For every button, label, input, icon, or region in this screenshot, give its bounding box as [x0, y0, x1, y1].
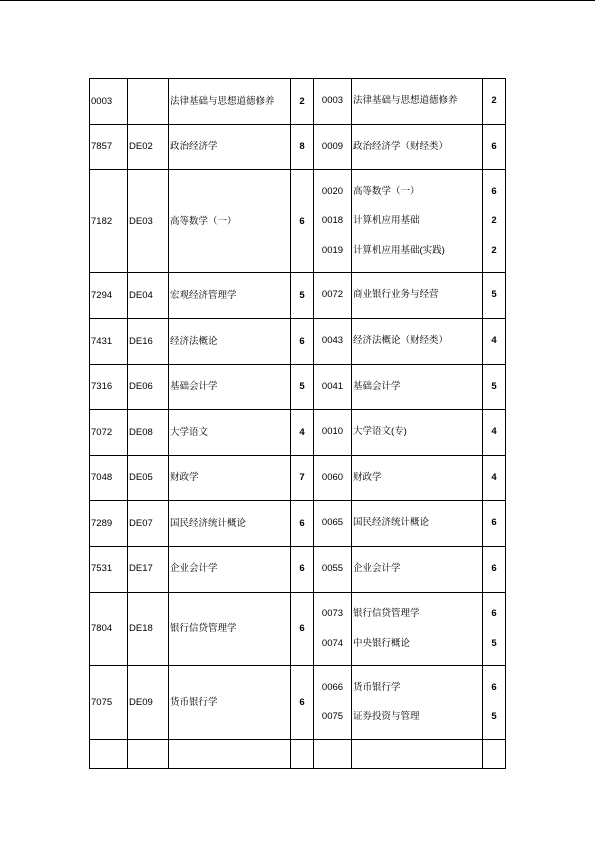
sub-course-code: 0060: [321, 471, 344, 483]
course-credit: 8: [291, 124, 314, 170]
course-name: [169, 739, 291, 768]
sub-code-cell: [314, 546, 352, 592]
course-code: 7804: [90, 592, 128, 666]
top-rule: [0, 0, 595, 1]
sub-course-name: 货币银行学: [353, 681, 401, 693]
sub-code-cell: [314, 318, 352, 364]
course-name: 银行信贷管理学: [169, 592, 291, 666]
sub-course-credit: 4: [491, 334, 497, 346]
de-code: [128, 79, 169, 125]
sub-course-code: 0055: [321, 562, 344, 574]
course-code: 7857: [90, 124, 128, 170]
sub-course-name: 中央银行概论: [353, 637, 411, 649]
table-row: [90, 455, 506, 501]
sub-code-cell: [314, 170, 352, 273]
sub-name-cell: [352, 546, 483, 592]
sub-course-code: 0073: [321, 608, 344, 620]
de-code: DE16: [128, 318, 169, 364]
sub-course-name: 基础会计学: [353, 380, 401, 392]
table-row: [90, 364, 506, 410]
sub-course-code: 0020: [321, 185, 344, 197]
sub-name-cell: [352, 666, 483, 740]
sub-code-cell: [314, 739, 352, 768]
table-row: [90, 592, 506, 666]
de-code: DE04: [128, 273, 169, 319]
course-name: 大学语文: [169, 410, 291, 456]
course-name: 法律基础与思想道德修养: [169, 79, 291, 125]
course-name: 企业会计学: [169, 546, 291, 592]
sub-course-credit: 4: [491, 426, 497, 438]
course-credit: 5: [291, 364, 314, 410]
sub-course-name: 大学语文(专): [353, 426, 407, 438]
sub-code-cell: [314, 124, 352, 170]
sub-course-code: 0072: [321, 289, 344, 301]
course-code: 7048: [90, 455, 128, 501]
sub-code-cell: [314, 592, 352, 666]
sub-credit-cell: [483, 318, 506, 364]
sub-course-credit: 2: [491, 95, 497, 106]
course-name: 货币银行学: [169, 666, 291, 740]
sub-course-credit: 5: [491, 289, 497, 301]
sub-course-name: 商业银行业务与经营: [353, 289, 439, 301]
course-credit: 5: [291, 273, 314, 319]
sub-course-credit: 2: [491, 215, 497, 227]
de-code: DE18: [128, 592, 169, 666]
de-code: DE06: [128, 364, 169, 410]
sub-course-code: 0010: [321, 426, 344, 438]
sub-name-cell: [352, 364, 483, 410]
sub-course-code: 0018: [321, 215, 344, 227]
sub-course-code: 0003: [321, 95, 344, 106]
table-row: [90, 410, 506, 456]
course-code: 0003: [90, 79, 128, 125]
sub-course-code: 0066: [321, 681, 344, 693]
course-credit: [291, 739, 314, 768]
sub-course-credit: 6: [491, 681, 497, 693]
course-name: 高等数学（一）: [169, 170, 291, 273]
course-code: 7531: [90, 546, 128, 592]
course-credit: 6: [291, 546, 314, 592]
sub-code-cell: [314, 501, 352, 547]
sub-name-cell: [352, 410, 483, 456]
course-code: 7072: [90, 410, 128, 456]
sub-course-credit: 6: [491, 140, 497, 152]
sub-name-cell: [352, 455, 483, 501]
sub-name-cell: [352, 124, 483, 170]
sub-course-credit: 5: [491, 380, 497, 392]
de-code: DE09: [128, 666, 169, 740]
sub-course-credit: 6: [491, 608, 497, 620]
sub-course-credit: 6: [491, 185, 497, 197]
table-row: [90, 124, 506, 170]
course-code: [90, 739, 128, 768]
course-credit: 6: [291, 592, 314, 666]
sub-name-cell: [352, 170, 483, 273]
table-row: [90, 666, 506, 740]
sub-credit-cell: [483, 124, 506, 170]
course-credit: 6: [291, 666, 314, 740]
sub-name-cell: [352, 318, 483, 364]
sub-course-name: 政治经济学（财经类）: [353, 140, 449, 152]
course-credit: 7: [291, 455, 314, 501]
course-name: 基础会计学: [169, 364, 291, 410]
de-code: DE17: [128, 546, 169, 592]
sub-credit-cell: [483, 739, 506, 768]
table-row: [90, 318, 506, 364]
sub-code-cell: [314, 273, 352, 319]
sub-course-name: 企业会计学: [353, 562, 401, 574]
sub-credit-cell: [483, 273, 506, 319]
course-credit: 6: [291, 318, 314, 364]
table-row: [90, 739, 506, 768]
course-code: 7316: [90, 364, 128, 410]
table-row: [90, 273, 506, 319]
sub-course-code: 0041: [321, 380, 344, 392]
sub-course-credit: 6: [491, 562, 497, 574]
sub-credit-cell: [483, 79, 506, 125]
sub-name-cell: [352, 739, 483, 768]
sub-course-name: 国民经济统计概论: [353, 517, 430, 529]
course-code: 7075: [90, 666, 128, 740]
sub-course-name: 经济法概论（财经类）: [353, 334, 449, 346]
sub-course-code: 0074: [321, 637, 344, 649]
sub-credit-cell: [483, 455, 506, 501]
sub-code-cell: [314, 666, 352, 740]
course-credit: 4: [291, 410, 314, 456]
course-name: 国民经济统计概论: [169, 501, 291, 547]
sub-course-code: 0019: [321, 245, 344, 257]
sub-code-cell: [314, 455, 352, 501]
sub-course-name: 计算机应用基础: [353, 215, 420, 227]
course-name: 政治经济学: [169, 124, 291, 170]
sub-course-code: 0075: [321, 711, 344, 723]
sub-name-cell: [352, 501, 483, 547]
de-code: [128, 739, 169, 768]
sub-credit-cell: [483, 546, 506, 592]
course-code: 7294: [90, 273, 128, 319]
sub-course-name: 财政学: [353, 471, 382, 483]
sub-course-credit: 2: [491, 245, 497, 257]
sub-course-credit: 5: [491, 637, 497, 649]
sub-course-credit: 5: [491, 711, 497, 723]
sub-course-name: 银行信贷管理学: [353, 608, 420, 620]
sub-name-cell: [352, 592, 483, 666]
sub-name-cell: [352, 273, 483, 319]
sub-name-cell: [352, 79, 483, 125]
table-row: [90, 546, 506, 592]
sub-code-cell: [314, 410, 352, 456]
course-code: 7431: [90, 318, 128, 364]
course-name: 经济法概论: [169, 318, 291, 364]
course-name: 宏观经济管理学: [169, 273, 291, 319]
sub-credit-cell: [483, 501, 506, 547]
de-code: DE02: [128, 124, 169, 170]
sub-course-name: 法律基础与思想道德修养: [353, 95, 458, 106]
de-code: DE05: [128, 455, 169, 501]
course-name: 财政学: [169, 455, 291, 501]
table-row: [90, 501, 506, 547]
sub-credit-cell: [483, 410, 506, 456]
sub-credit-cell: [483, 364, 506, 410]
sub-course-credit: 4: [491, 471, 497, 483]
sub-code-cell: [314, 79, 352, 125]
de-code: DE08: [128, 410, 169, 456]
sub-credit-cell: [483, 666, 506, 740]
sub-course-name: 高等数学（一）: [353, 185, 420, 197]
sub-course-code: 0065: [321, 517, 344, 529]
sub-credit-cell: [483, 170, 506, 273]
course-credit: 6: [291, 501, 314, 547]
sub-course-name: 证券投资与管理: [353, 711, 420, 723]
table-body: [90, 79, 506, 769]
course-mapping-table: [89, 78, 506, 769]
de-code: DE07: [128, 501, 169, 547]
course-credit: 6: [291, 170, 314, 273]
de-code: DE03: [128, 170, 169, 273]
sub-course-code: 0009: [321, 140, 344, 152]
sub-code-cell: [314, 364, 352, 410]
sub-course-name: 计算机应用基础(实践): [353, 245, 445, 257]
table-row: [90, 79, 506, 125]
course-code: 7289: [90, 501, 128, 547]
sub-course-credit: 6: [491, 517, 497, 529]
course-credit: 2: [291, 79, 314, 125]
sub-credit-cell: [483, 592, 506, 666]
course-code: 7182: [90, 170, 128, 273]
table-row: [90, 170, 506, 273]
sub-course-code: 0043: [321, 334, 344, 346]
